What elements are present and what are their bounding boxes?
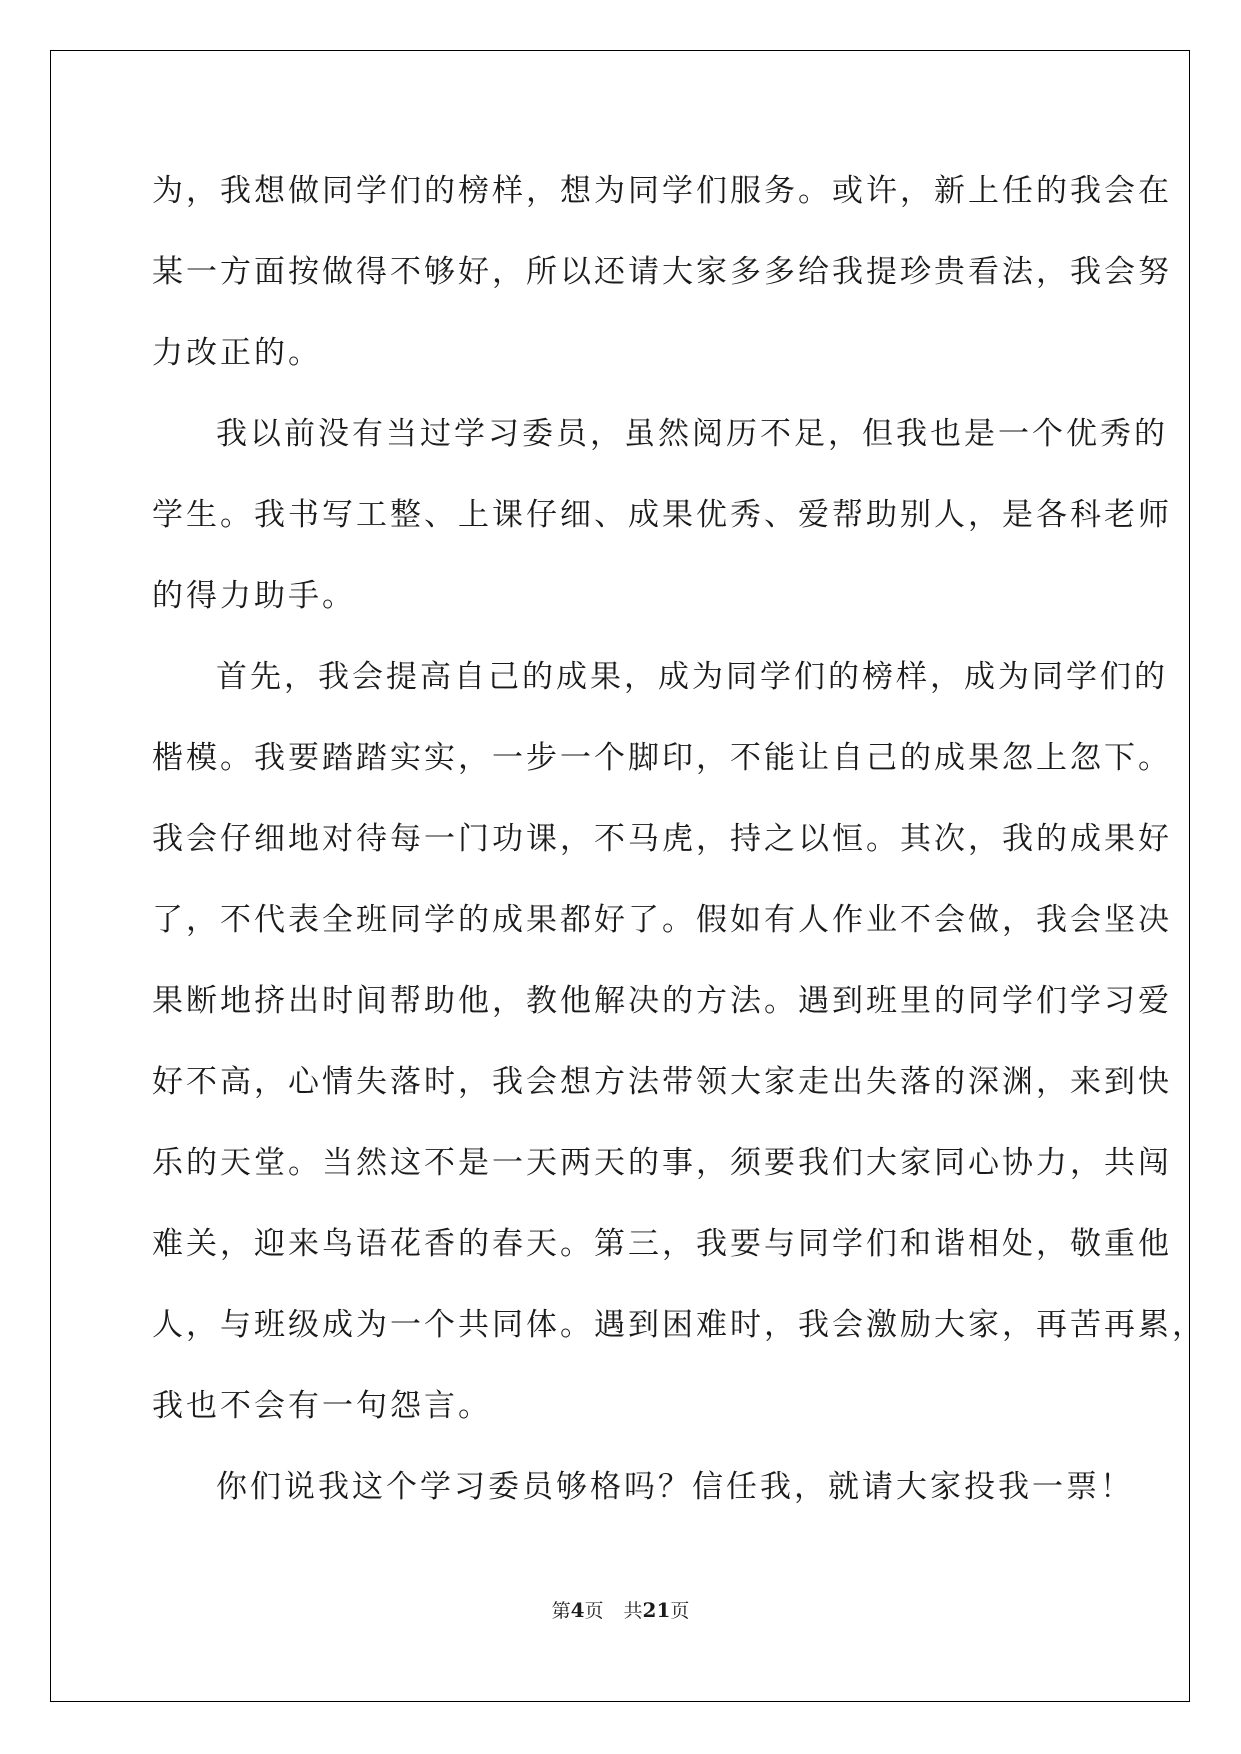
text-line: 好不高，心情失落时，我会想方法带领大家走出失落的深渊，来到快 — [152, 1064, 1172, 1100]
text-line: 我会仔细地对待每一门功课，不马虎，持之以恒。其次，我的成果好 — [152, 821, 1172, 857]
text-line: 果断地挤出时间帮助他，教他解决的方法。遇到班里的同学们学习爱 — [152, 983, 1172, 1019]
footer-page-prefix: 第 — [551, 1600, 571, 1622]
text-line: 我也不会有一句怨言。 — [152, 1388, 492, 1424]
document-body — [152, 160, 1206, 1537]
text-line: 某一方面按做得不够好，所以还请大家多多给我提珍贵看法，我会努 — [152, 254, 1172, 290]
text-line: 了，不代表全班同学的成果都好了。假如有人作业不会做，我会坚决 — [152, 902, 1172, 938]
text-line: 人，与班级成为一个共同体。遇到困难时，我会激励大家，再苦再累， — [152, 1307, 1206, 1343]
footer-total-suffix: 页 — [670, 1600, 690, 1622]
text-line: 为，我想做同学们的榜样，想为同学们服务。或许，新上任的我会在 — [152, 173, 1172, 209]
paragraph-first-line: 你们说我这个学习委员够格吗？信任我，就请大家投我一票！ — [216, 1469, 1134, 1505]
footer-total-pages: 21 — [642, 1598, 671, 1622]
text-line: 难关，迎来鸟语花香的春天。第三，我要与同学们和谐相处，敬重他 — [152, 1226, 1172, 1262]
text-line: 学生。我书写工整、上课仔细、成果优秀、爱帮助别人，是各科老师 — [152, 497, 1172, 533]
text-line: 力改正的。 — [152, 335, 322, 371]
page-footer — [0, 1596, 1241, 1623]
paragraph-first-line: 我以前没有当过学习委员，虽然阅历不足，但我也是一个优秀的 — [216, 416, 1168, 452]
text-line: 楷模。我要踏踏实实，一步一个脚印，不能让自己的成果忽上忽下。 — [152, 740, 1172, 776]
text-line: 的得力助手。 — [152, 578, 356, 614]
footer-total-prefix: 共 — [623, 1600, 643, 1622]
text-line: 乐的天堂。当然这不是一天两天的事，须要我们大家同心协力，共闯 — [152, 1145, 1172, 1181]
footer-page-number: 4 — [570, 1598, 585, 1622]
paragraph-first-line: 首先，我会提高自己的成果，成为同学们的榜样，成为同学们的 — [216, 659, 1168, 695]
footer-page-suffix: 页 — [584, 1600, 604, 1622]
